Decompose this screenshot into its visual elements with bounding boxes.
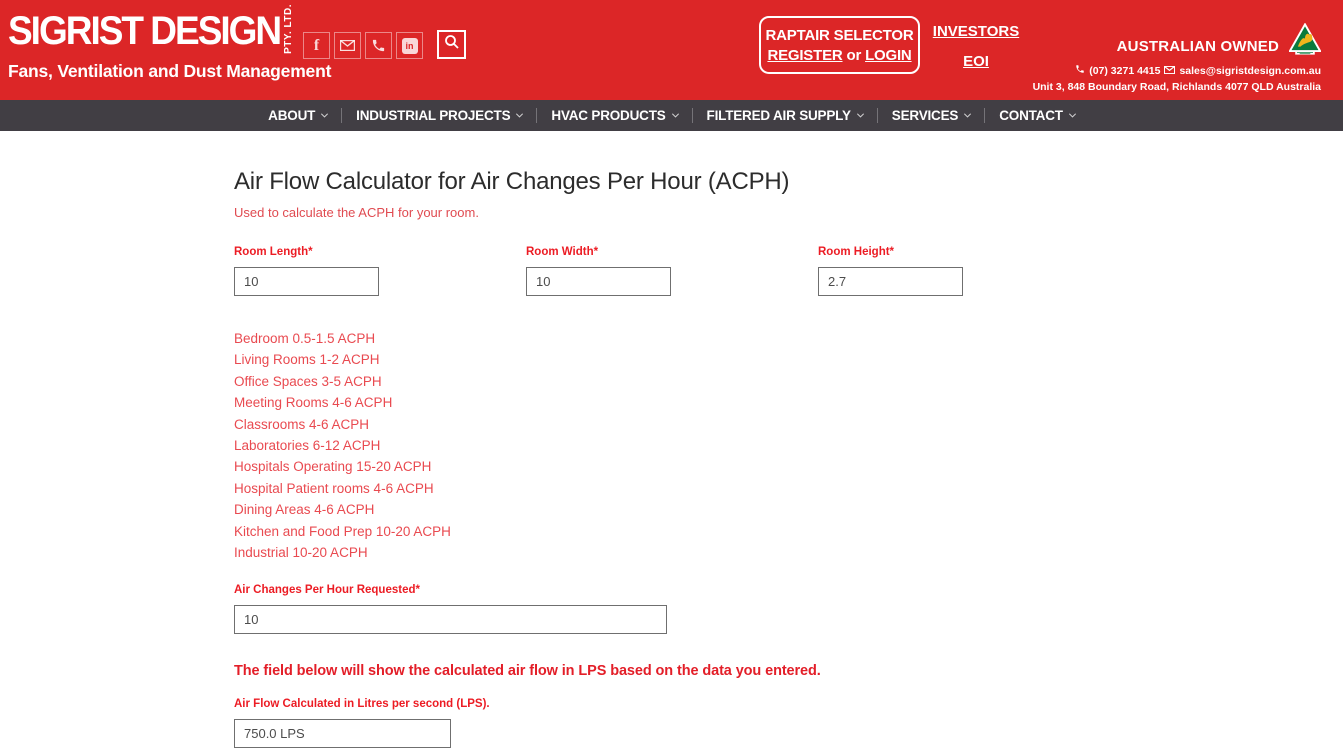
room-dimension-fields bbox=[234, 246, 1113, 296]
raptair-selector-box bbox=[759, 16, 920, 74]
nav-item-industrial-projects[interactable]: INDUSTRIAL PROJECTS bbox=[342, 108, 536, 123]
logo-tagline: Fans, Ventilation and Dust Management bbox=[8, 60, 332, 81]
phone-small-icon bbox=[1075, 64, 1085, 77]
room-length-field bbox=[234, 246, 526, 296]
facebook-icon: f bbox=[313, 36, 320, 54]
acph-list-item: Kitchen and Food Prep 10-20 ACPH bbox=[234, 523, 451, 539]
room-height-field bbox=[818, 246, 1110, 296]
acph-list-item: Meeting Rooms 4-6 ACPH bbox=[234, 395, 393, 411]
login-link[interactable]: LOGIN bbox=[865, 46, 912, 64]
chevron-down-icon bbox=[672, 111, 679, 118]
room-width-label: Room Width* bbox=[526, 246, 599, 258]
nav-item-about[interactable]: ABOUT bbox=[254, 108, 341, 123]
calculator-page bbox=[230, 131, 1113, 748]
acph-requested-label: Air Changes Per Hour Requested* bbox=[234, 584, 420, 597]
acph-list-item: Hospital Patient rooms 4-6 ACPH bbox=[234, 480, 434, 496]
eoi-link[interactable]: EOI bbox=[963, 53, 989, 70]
logo-pty-ltd: PTY. LTD. bbox=[283, 4, 295, 54]
linkedin-button[interactable] bbox=[396, 32, 423, 59]
investor-links bbox=[930, 23, 1022, 70]
room-height-label: Room Height* bbox=[818, 246, 895, 258]
acph-requested-field bbox=[234, 584, 1113, 634]
acph-list-item: Living Rooms 1-2 ACPH bbox=[234, 352, 380, 368]
calculation-note: The field below will show the calculated air flow in LPS based on the data you entered. bbox=[234, 663, 821, 680]
room-height-input[interactable] bbox=[818, 267, 963, 296]
contact-email[interactable]: sales@sigristdesign.com.au bbox=[1179, 64, 1321, 77]
nav-item-filtered-air-supply[interactable]: FILTERED AIR SUPPLY bbox=[693, 108, 877, 123]
email-small-icon bbox=[1164, 65, 1175, 77]
facebook-button[interactable] bbox=[303, 32, 330, 59]
search-button[interactable] bbox=[437, 30, 466, 59]
site-header bbox=[0, 0, 1343, 100]
chevron-down-icon bbox=[516, 111, 523, 118]
investors-link[interactable]: INVESTORS bbox=[932, 23, 1020, 40]
room-width-field bbox=[526, 246, 818, 296]
acph-list-item: Office Spaces 3-5 ACPH bbox=[234, 373, 382, 389]
chevron-down-icon bbox=[964, 111, 971, 118]
sigrist-logo[interactable] bbox=[8, 4, 331, 82]
contact-phone[interactable]: (07) 3271 4415 bbox=[1089, 64, 1161, 77]
acph-list-item: Dining Areas 4-6 ACPH bbox=[234, 502, 375, 518]
search-icon bbox=[444, 34, 460, 55]
room-length-label: Room Length* bbox=[234, 246, 313, 258]
phone-button[interactable] bbox=[365, 32, 392, 59]
acph-list-item: Bedroom 0.5-1.5 ACPH bbox=[234, 331, 376, 346]
chevron-down-icon bbox=[321, 111, 328, 118]
email-icon bbox=[340, 40, 355, 51]
or-text: or bbox=[846, 46, 862, 64]
acph-list-item: Hospitals Operating 15-20 ACPH bbox=[234, 459, 432, 475]
acph-list-item: Industrial 10-20 ACPH bbox=[234, 545, 368, 561]
room-width-input[interactable] bbox=[526, 267, 671, 296]
acph-requested-input[interactable] bbox=[234, 605, 667, 634]
chevron-down-icon bbox=[1069, 111, 1076, 118]
social-links bbox=[303, 32, 423, 59]
contact-address: Unit 3, 848 Boundary Road, Richlands 4077 QLD Australia bbox=[1032, 81, 1321, 93]
australian-owned-label: AUSTRALIAN OWNED bbox=[1116, 37, 1279, 55]
page-title: Air Flow Calculator for Air Changes Per Hour (ACPH) bbox=[234, 168, 790, 195]
australian-made-logo-icon bbox=[1289, 23, 1321, 61]
main-nav bbox=[0, 100, 1343, 131]
email-button[interactable] bbox=[334, 32, 361, 59]
airflow-result-label: Air Flow Calculated in Litres per second (LPS). bbox=[234, 698, 490, 711]
phone-icon bbox=[371, 38, 386, 53]
room-length-input[interactable] bbox=[234, 267, 379, 296]
page-subtitle: Used to calculate the ACPH for your room. bbox=[234, 205, 479, 220]
raptair-selector-label[interactable]: RAPTAIR SELECTOR bbox=[765, 26, 914, 44]
nav-item-hvac-products[interactable]: HVAC PRODUCTS bbox=[537, 108, 691, 123]
register-link[interactable]: REGISTER bbox=[767, 46, 843, 64]
nav-item-services[interactable]: SERVICES bbox=[878, 108, 984, 123]
acph-guideline-list bbox=[234, 328, 1113, 563]
nav-item-contact[interactable]: CONTACT bbox=[985, 108, 1089, 123]
acph-list-item: Laboratories 6-12 ACPH bbox=[234, 438, 381, 454]
chevron-down-icon bbox=[857, 111, 864, 118]
acph-list-item: Classrooms 4-6 ACPH bbox=[234, 416, 370, 432]
linkedin-icon: in bbox=[402, 38, 418, 54]
logo-title: SIGRIST DESIGN bbox=[8, 8, 281, 53]
header-contact-block bbox=[1033, 23, 1321, 93]
airflow-result-input[interactable] bbox=[234, 719, 451, 748]
